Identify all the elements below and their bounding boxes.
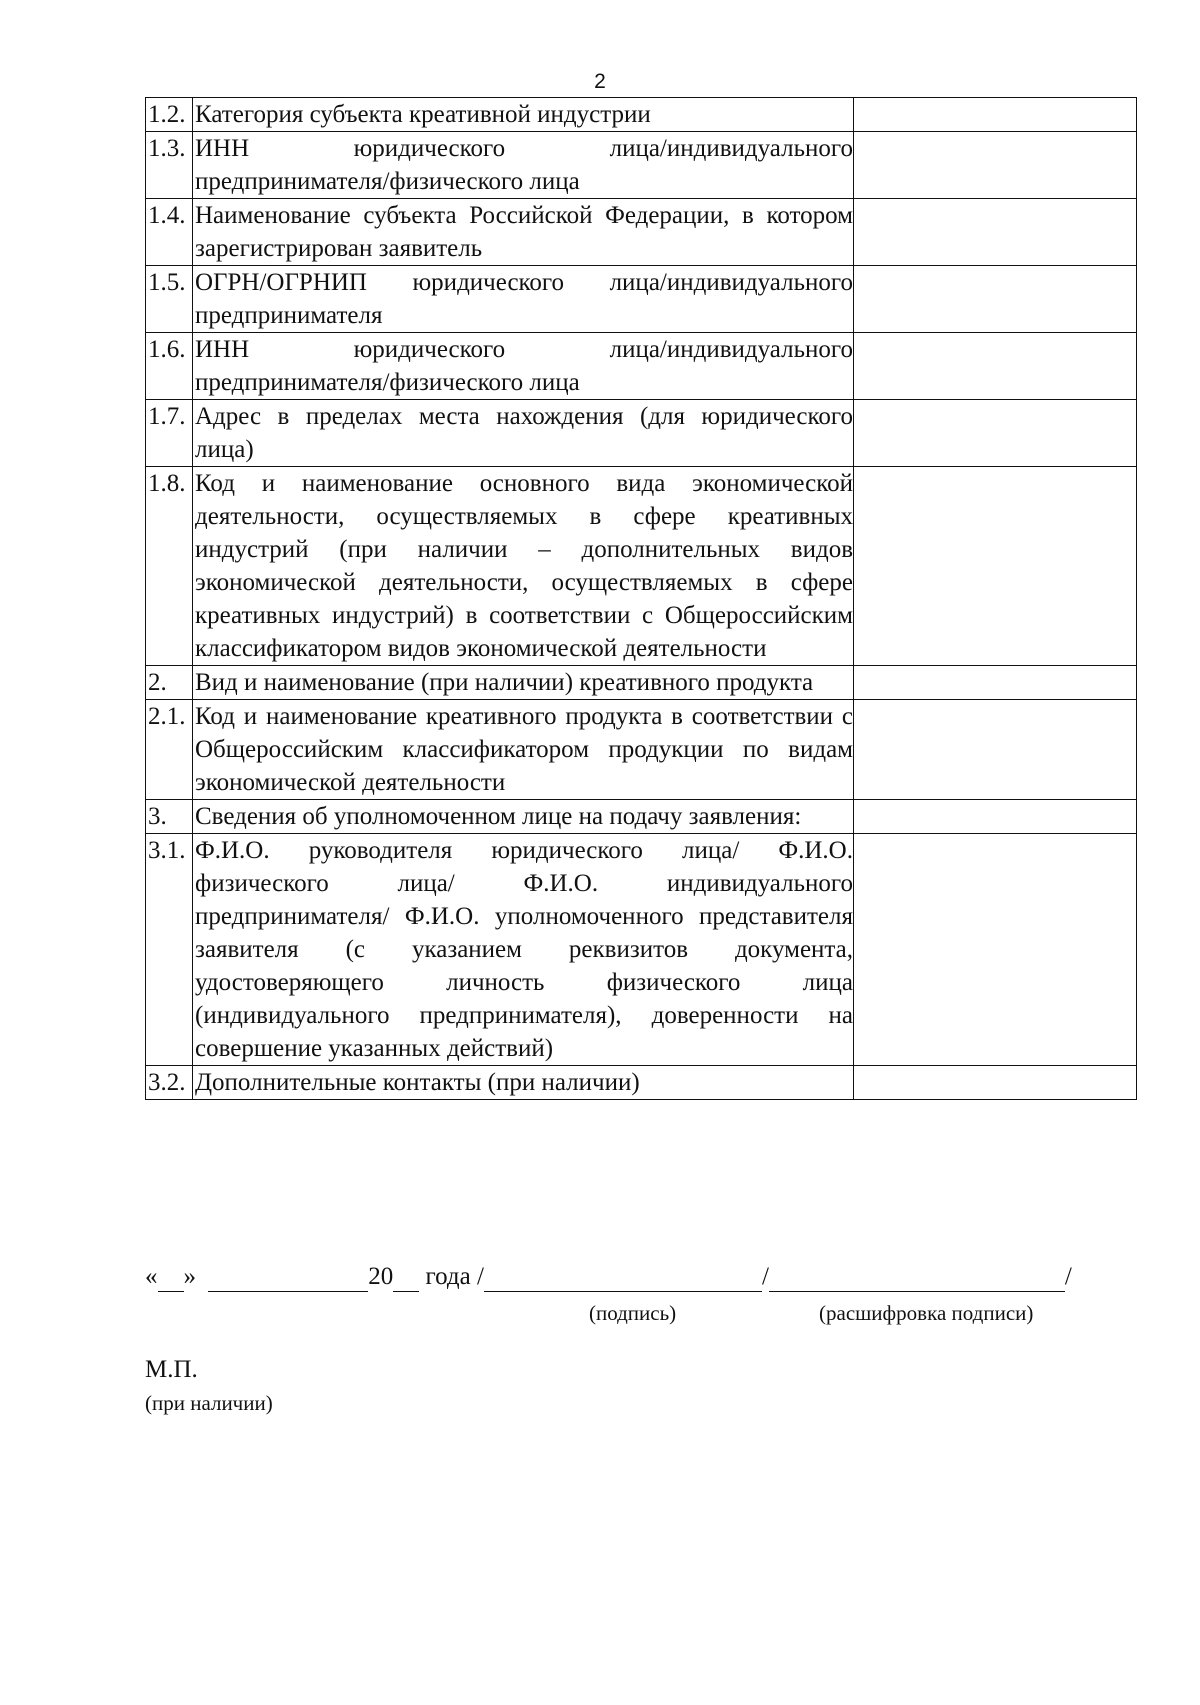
row-description: Ф.И.О. руководителя юридического лица/ Ф.И.О. физического лица/ Ф.И.О. индивидуального предпринимателя/ Ф.И.О. уполномоченного представителя заявителя (с указанием реквизитов документа, удостоверяющего личность физического лица (индивидуального предпринимателя), доверенности на совершение указанных действий) bbox=[193, 834, 854, 1066]
row-description: ОГРН/ОГРНИП юридического лица/индивидуального предпринимателя bbox=[193, 266, 854, 333]
table-row bbox=[146, 333, 1137, 400]
table-row bbox=[146, 700, 1137, 800]
row-number: 1.3. bbox=[146, 132, 193, 199]
row-number: 1.7. bbox=[146, 400, 193, 467]
signature-decryption-field[interactable] bbox=[769, 1265, 1065, 1292]
row-number: 1.8. bbox=[146, 467, 193, 666]
row-description: ИНН юридического лица/индивидуального предпринимателя/физического лица bbox=[193, 333, 854, 400]
stamp-note: (при наличии) bbox=[145, 1391, 273, 1415]
application-form-table bbox=[145, 97, 1137, 1100]
row-value-cell[interactable] bbox=[854, 467, 1137, 666]
signature-caption: (подпись) bbox=[589, 1301, 677, 1325]
row-number: 3.2. bbox=[146, 1066, 193, 1100]
quote-close: » bbox=[183, 1263, 196, 1290]
row-value-cell[interactable] bbox=[854, 199, 1137, 266]
row-number: 3. bbox=[146, 800, 193, 834]
table-row bbox=[146, 834, 1137, 1066]
row-number: 3.1. bbox=[146, 834, 193, 1066]
row-value-cell[interactable] bbox=[854, 800, 1137, 834]
signature-end-slash: / bbox=[1064, 1263, 1072, 1290]
page-number: 2 bbox=[594, 70, 606, 93]
table-row bbox=[146, 266, 1137, 333]
stamp-label: М.П. bbox=[145, 1356, 198, 1383]
table-row bbox=[146, 1066, 1137, 1100]
table-row bbox=[146, 800, 1137, 834]
row-number: 2. bbox=[146, 666, 193, 700]
row-value-cell[interactable] bbox=[854, 333, 1137, 400]
row-number: 1.4. bbox=[146, 199, 193, 266]
row-description: Адрес в пределах места нахождения (для юридического лица) bbox=[193, 400, 854, 467]
table-row bbox=[146, 400, 1137, 467]
year-prefix: 20 bbox=[368, 1263, 394, 1290]
row-description: Код и наименование креативного продукта в соответствии с Общероссийским классификатором продукции по видам экономической деятельности bbox=[193, 700, 854, 800]
row-value-cell[interactable] bbox=[854, 400, 1137, 467]
row-description: Дополнительные контакты (при наличии) bbox=[193, 1066, 854, 1100]
signature-field[interactable] bbox=[484, 1265, 762, 1292]
row-value-cell[interactable] bbox=[854, 700, 1137, 800]
row-value-cell[interactable] bbox=[854, 266, 1137, 333]
row-value-cell[interactable] bbox=[854, 834, 1137, 1066]
quote-open: « bbox=[145, 1263, 158, 1290]
signature-separator: / bbox=[761, 1263, 769, 1290]
month-field[interactable] bbox=[208, 1265, 368, 1292]
signature-date-line bbox=[145, 1262, 1072, 1292]
row-description: Вид и наименование (при наличии) креативного продукта bbox=[193, 666, 854, 700]
year-suffix: года / bbox=[425, 1263, 484, 1290]
row-value-cell[interactable] bbox=[854, 1066, 1137, 1100]
table-row bbox=[146, 199, 1137, 266]
row-number: 1.6. bbox=[146, 333, 193, 400]
row-value-cell[interactable] bbox=[854, 98, 1137, 132]
decryption-caption: (расшифровка подписи) bbox=[819, 1301, 1034, 1325]
table-row bbox=[146, 467, 1137, 666]
row-number: 1.5. bbox=[146, 266, 193, 333]
year-field[interactable] bbox=[393, 1265, 419, 1292]
row-value-cell[interactable] bbox=[854, 132, 1137, 199]
row-description: Код и наименование основного вида экономической деятельности, осуществляемых в сфере креативных индустрий (при наличии – дополнительных видов экономической деятельности, осуществляемых в сфере креативных индустрий) в соответствии с Общероссийским классификатором видов экономической деятельности bbox=[193, 467, 854, 666]
form-table-body bbox=[146, 98, 1137, 1100]
row-description: Наименование субъекта Российской Федерации, в котором зарегистрирован заявитель bbox=[193, 199, 854, 266]
row-description: ИНН юридического лица/индивидуального предпринимателя/физического лица bbox=[193, 132, 854, 199]
row-number: 1.2. bbox=[146, 98, 193, 132]
row-number: 2.1. bbox=[146, 700, 193, 800]
row-description: Сведения об уполномоченном лице на подачу заявления: bbox=[193, 800, 854, 834]
table-row bbox=[146, 98, 1137, 132]
table-row bbox=[146, 132, 1137, 199]
table-row bbox=[146, 666, 1137, 700]
row-description: Категория субъекта креативной индустрии bbox=[193, 98, 854, 132]
row-value-cell[interactable] bbox=[854, 666, 1137, 700]
day-field[interactable] bbox=[158, 1265, 184, 1292]
